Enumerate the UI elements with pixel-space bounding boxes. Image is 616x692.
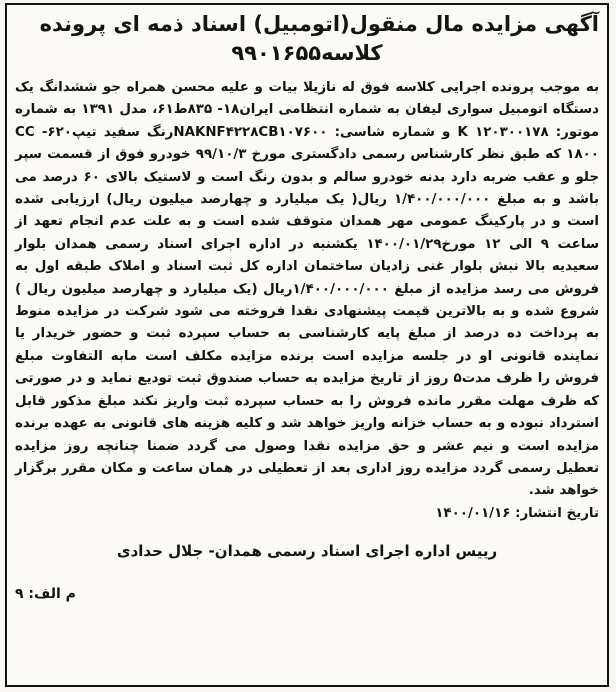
notice-border (5, 3, 609, 687)
auction-notice (15, 9, 599, 681)
notice-title: آگهی مزایده مال منقول(اتومبیل) اسناد ذمه ای پرونده (39, 12, 599, 36)
signature-line: رییس اداره اجرای اسناد رسمی همدان- جلال حدادی (116, 541, 498, 560)
publish-date: تاریخ انتشار: ۱۴۰۰/۰۱/۱۶ (435, 505, 599, 521)
reference-code: م الف: ۹ (15, 585, 76, 602)
notice-body: به موجب پرونده اجرایی کلاسه فوق له نازیلا بیات و علیه محسن همراه جو ششدانگ یک دستگاه اتومبیل سواری لیفان به شماره انتظامی ایران۱۸- ۸۳۵ط۶۱، مدل ۱۳۹۱ به شماره موتور: ۱۲۰۳۰۰۱۷۸ K و شماره شاسی: NAKNF۴۲۲۸CB۱۰۷۶۰۰رنگ سفید تیپ۶۲۰- CC ۱۸۰۰ که طبق نظر کارشناس رسمی دادگستری مورخ ۹۹/۱۰/۳ خودرو فوق از قسمت سپر جلو و عقب ضربه دارد بدنه خودرو سالم و بدون رنگ است و لاستیک بالای ۶۰ درصد می باشد و به مبلغ ۱/۴۰۰/۰۰۰/۰۰۰ ریال( یک میلیارد و چهارصد میلیون ریال) ارزیابی شده است و در پارکینگ عمومی مهر همدان متوقف شده است و به علت عدم انجام تعهد از ساعت ۹ الی ۱۲ مورخ۱۴۰۰/۰۱/۲۹ یکشنبه در اداره اجرای اسناد رسمی همدان بلوار سعیدیه بالا نبش بلوار غنی زادیان ساختمان اداره کل ثبت اسناد و املاک طبقه اول به فروش می رسد مزایده از مبلغ ۱/۴۰۰/۰۰۰/۰۰۰ریال (یک میلیارد و چهارصد میلیون ریال ) شروع شده و به بالاترین قیمت پیشنهادی نقدا فروخته می شود شرکت در مزایده منوط به پرداخت ده درصد از مبلغ پایه کارشناسی به حساب سپرده ثبت و حضور خریدار یا نماینده قانونی او در جلسه مزایده است برنده مزایده مکلف است مابه التفاوت مبلغ فروش را ظرف مدت۵ روز از تاریخ مزایده به حساب صندوق ثبت تودیع نماید و در صورتی که ظرف مهلت مقرر مانده فروش را به حساب سپرده ثبت واریز نکند مبلغ مذکور قابل استرداد نبوده و به حساب خزانه واریز خواهد شد و کلیه هزینه های قانونی به عهده برنده مزایده است و نیم عشر و حق مزایده نقدا وصول می گردد ضمنا چنانچه روز مزایده تعطیل رسمی گردد مزایده روز اداری بعد از تعطیلی در همان ساعت و مکان مقرر برگزار خواهد شد. (15, 80, 600, 499)
case-number: کلاسه۹۹۰۱۶۵۵ (231, 41, 383, 65)
